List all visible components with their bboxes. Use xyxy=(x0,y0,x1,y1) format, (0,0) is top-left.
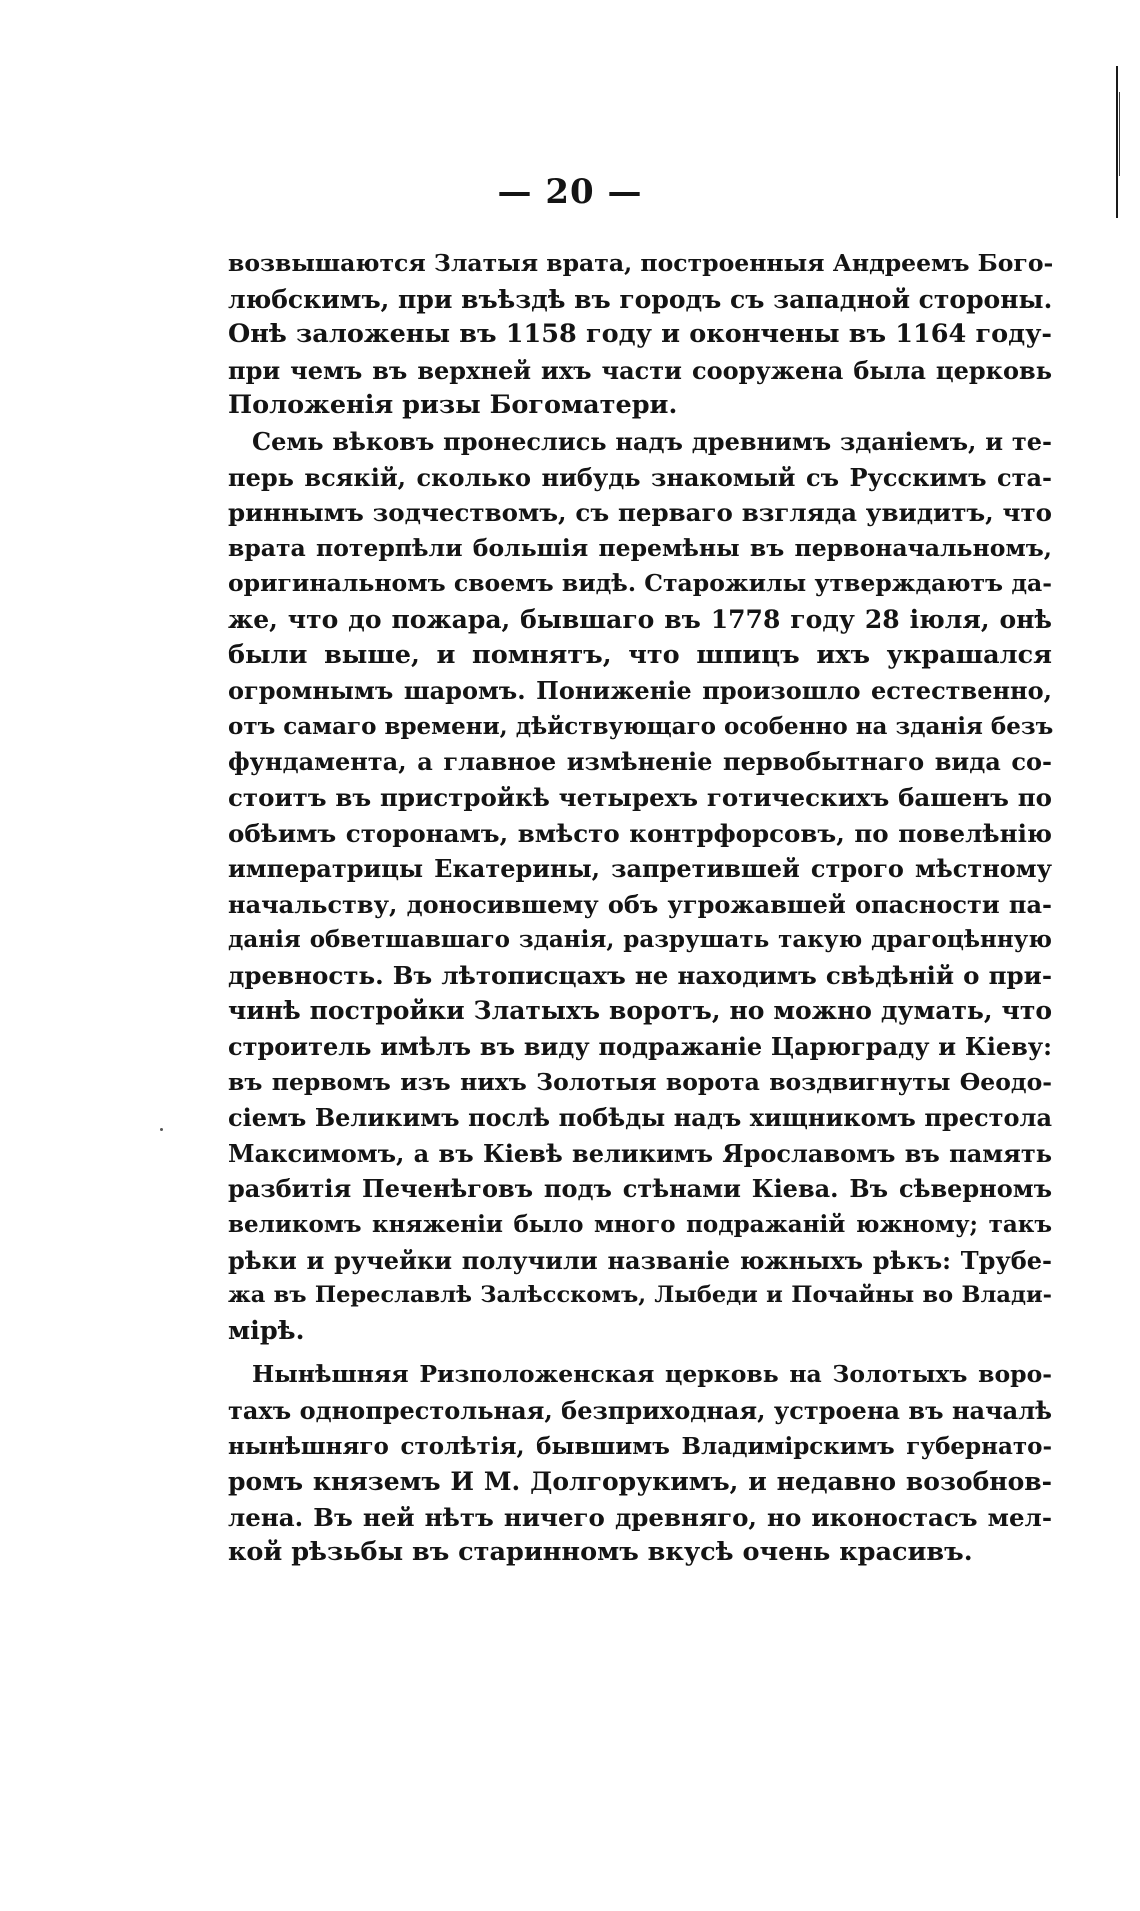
text-line: риннымъ зодчествомъ, съ перваго взгляда увидитъ, что xyxy=(228,498,1052,528)
paragraph-3 xyxy=(228,1357,1052,1571)
text-line: ромъ княземъ И М. Долгорукимъ, и недавно возобнов- xyxy=(228,1467,1052,1497)
text-line: строитель имѣлъ въ виду подражаніе Царюграду и Кіеву: xyxy=(228,1032,1052,1062)
text-line: обѣимъ сторонамъ, вмѣсто контрфорсовъ, по повелѣнію xyxy=(228,818,1052,848)
page-body xyxy=(228,246,1052,1571)
text-line: великомъ княженіи было много подражаній южному; такъ xyxy=(228,1211,1052,1239)
scan-speck xyxy=(160,1128,163,1131)
text-line: стоитъ въ пристройкѣ четырехъ готическихъ башенъ по xyxy=(228,782,1052,812)
text-line: при чемъ въ верхней ихъ части сооружена была церковь xyxy=(228,355,1052,385)
page-edge-rule-secondary xyxy=(1119,92,1120,176)
text-line: врата потерпѣли большія перемѣны въ первоначальномъ, xyxy=(228,533,1052,562)
paragraph-gap xyxy=(228,1349,1052,1357)
text-line: рѣки и ручейки получили названіе южныхъ рѣкъ: Трубе- xyxy=(228,1245,1052,1275)
paragraph-2 xyxy=(228,424,1052,1349)
page-number: — 20 — xyxy=(497,172,643,212)
text-line: огромнымъ шаромъ. Пониженіе произошло естественно, xyxy=(228,676,1052,706)
text-line: кой рѣзьбы въ старинномъ вкусѣ очень красивъ. xyxy=(228,1537,973,1568)
text-line: были выше, и помнятъ, что шпицъ ихъ украшался xyxy=(228,639,1052,670)
text-line: Нынѣшняя Ризположенская церковь на Золотыхъ воро- xyxy=(252,1360,1052,1389)
text-line: начальству, доносившему объ угрожавшей опасности па- xyxy=(228,889,1052,919)
text-line: фундамента, а главное измѣненіе первобытнаго вида со- xyxy=(228,747,1052,777)
text-line: чинѣ постройки Златыхъ воротъ, но можно думать, что xyxy=(228,996,1052,1026)
text-line: тахъ однопрестольная, безприходная, устроена въ началѣ xyxy=(228,1396,1052,1425)
text-line: сіемъ Великимъ послѣ побѣды надъ хищникомъ престола xyxy=(228,1103,1052,1133)
text-line: же, что до пожара, бывшаго въ 1778 году 28 іюля, онѣ xyxy=(228,604,1052,634)
paragraph-1 xyxy=(228,246,1052,424)
text-line: императрицы Екатерины, запретившей строго мѣстному xyxy=(228,854,1052,884)
text-line: нынѣшняго столѣтія, бывшимъ Владимірскимъ губернато- xyxy=(228,1432,1052,1460)
text-line: Положенія ризы Богоматери. xyxy=(228,390,678,421)
text-line: древность. Въ лѣтописцахъ не находимъ свѣдѣній о при- xyxy=(228,960,1052,990)
text-line: любскимъ, при въѣздѣ въ городъ съ западной стороны. xyxy=(228,284,1053,314)
text-line: лена. Въ ней нѣтъ ничего древняго, но иконостасъ мел- xyxy=(228,1502,1052,1532)
text-line: оригинальномъ своемъ видѣ. Старожилы утверждаютъ да- xyxy=(228,569,1052,598)
text-line: возвышаются Златыя врата, построенныя Андреемъ Бого- xyxy=(228,249,1054,277)
text-line: Максимомъ, а въ Кіевѣ великимъ Ярославомъ въ память xyxy=(228,1138,1052,1168)
text-line: разбитія Печенѣговъ подъ стѣнами Кіева. Въ сѣверномъ xyxy=(228,1174,1052,1204)
text-line: въ первомъ изъ нихъ Золотыя ворота воздвигнуты Ѳеодо- xyxy=(228,1067,1052,1096)
text-line: перь всякій, сколько нибудь знакомый съ Русскимъ ста- xyxy=(228,462,1052,492)
text-line: Семь вѣковъ пронеслись надъ древнимъ зданіемъ, и те- xyxy=(252,426,1052,456)
text-line: отъ самаго времени, дѣйствующаго особенно на зданія безъ xyxy=(228,712,1054,740)
text-line: мірѣ. xyxy=(228,1315,305,1346)
text-line: Онѣ заложены въ 1158 году и окончены въ 1164 году- xyxy=(228,319,1052,350)
text-line: жа въ Переславлѣ Залѣсскомъ, Лыбеди и Почайны во Влади- xyxy=(228,1282,1052,1309)
text-line: данія обветшавшаго зданія, разрушать такую драгоцѣнную xyxy=(228,926,1052,954)
